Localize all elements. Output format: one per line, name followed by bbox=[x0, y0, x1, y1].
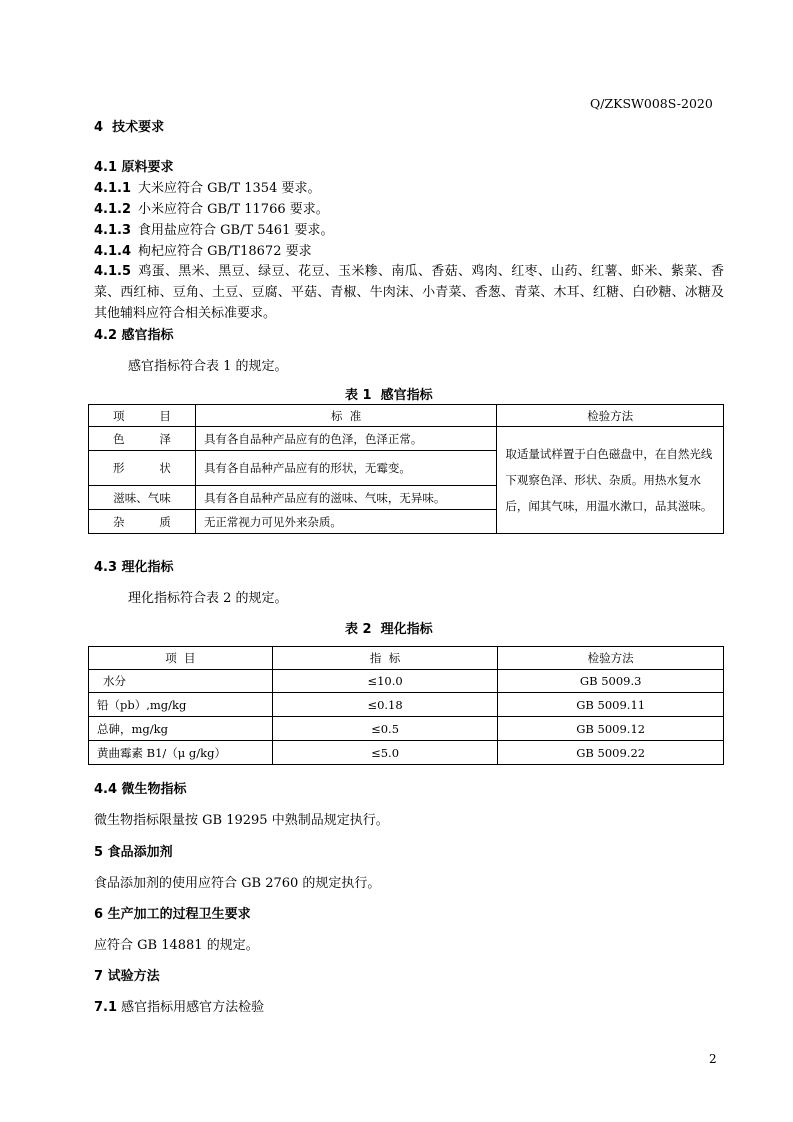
row-item: 黄曲霉素 B1/（μ g/kg） bbox=[89, 741, 273, 765]
section-4-title: 4 技术要求 bbox=[94, 120, 165, 135]
table-row bbox=[89, 741, 724, 765]
clause-number: 4.1.4 bbox=[94, 244, 132, 259]
table-header-row bbox=[89, 647, 724, 670]
table-row bbox=[89, 670, 724, 693]
row-limit: ≤0.5 bbox=[272, 717, 498, 741]
section-6-text: 应符合 GB 14881 的规定。 bbox=[94, 938, 259, 953]
clause-text: 感官指标用感官方法检验 bbox=[121, 1000, 265, 1015]
row-item: 色 泽 bbox=[89, 427, 196, 451]
clause-text: 食用盐应符合 GB/T 5461 要求。 bbox=[138, 223, 334, 238]
row-standard: 具有各自品种产品应有的滋味、气味，无异味。 bbox=[195, 486, 496, 510]
row-item: 水分 bbox=[89, 670, 273, 693]
clause-number: 4.1.5 bbox=[94, 264, 132, 279]
column-header: 标 准 bbox=[195, 405, 496, 427]
row-method: GB 5009.3 bbox=[498, 670, 724, 693]
column-header: 检验方法 bbox=[497, 405, 724, 427]
row-item: 总砷，mg/kg bbox=[89, 717, 273, 741]
row-standard: 无正常视力可见外来杂质。 bbox=[195, 510, 496, 534]
row-method: GB 5009.12 bbox=[498, 717, 724, 741]
physicochemical-table bbox=[88, 646, 724, 765]
table-1-caption: 表 1 感官指标 bbox=[345, 388, 433, 403]
clause-4-1-5 bbox=[94, 261, 724, 324]
row-method: GB 5009.11 bbox=[498, 693, 724, 717]
row-method: GB 5009.22 bbox=[498, 741, 724, 765]
section-4-3-intro: 理化指标符合表 2 的规定。 bbox=[128, 591, 288, 606]
row-limit: ≤5.0 bbox=[272, 741, 498, 765]
table-row bbox=[89, 693, 724, 717]
table-row bbox=[89, 717, 724, 741]
clause-4-1-1 bbox=[94, 177, 320, 196]
clause-text: 枸杞应符合 GB/T18672 要求 bbox=[138, 244, 312, 259]
clause-4-1-2 bbox=[94, 198, 329, 217]
row-item: 铅（pb）,mg/kg bbox=[89, 693, 273, 717]
clause-number: 7.1 bbox=[94, 1000, 118, 1015]
row-standard: 具有各自品种产品应有的色泽，色泽正常。 bbox=[195, 427, 496, 451]
clause-7-1 bbox=[94, 996, 264, 1015]
column-header: 检验方法 bbox=[498, 647, 724, 670]
clause-text: 小米应符合 GB/T 11766 要求。 bbox=[138, 202, 329, 217]
row-item: 形 状 bbox=[89, 451, 196, 486]
page-number: 2 bbox=[709, 1052, 717, 1066]
section-4-2-title: 4.2 感官指标 bbox=[94, 328, 174, 343]
section-6-title: 6 生产加工的过程卫生要求 bbox=[94, 907, 251, 922]
column-header: 项 目 bbox=[89, 405, 196, 427]
column-header: 指 标 bbox=[272, 647, 498, 670]
section-4-4-text: 微生物指标限量按 GB 19295 中熟制品规定执行。 bbox=[94, 813, 389, 828]
clause-4-1-4 bbox=[94, 240, 312, 259]
section-4-2-intro: 感官指标符合表 1 的规定。 bbox=[128, 359, 288, 374]
clause-text: 鸡蛋、黑米、黑豆、绿豆、花豆、玉米糁、南瓜、香菇、鸡肉、红枣、山药、红薯、虾米、紫菜、香菜、西红柿、豆角、土豆、豆腐、平菇、青椒、牛肉沫、小青菜、香葱、青菜、木耳、红糖、白砂糖、冰糖及其他辅料应符合相关标准要求。 bbox=[94, 264, 724, 321]
section-5-title: 5 食品添加剂 bbox=[94, 845, 173, 860]
section-4-4-title: 4.4 微生物指标 bbox=[94, 782, 187, 797]
row-item: 杂 质 bbox=[89, 510, 196, 534]
row-limit: ≤0.18 bbox=[272, 693, 498, 717]
clause-4-1-3 bbox=[94, 219, 333, 238]
row-item: 滋味、气味 bbox=[89, 486, 196, 510]
section-5-text: 食品添加剂的使用应符合 GB 2760 的规定执行。 bbox=[94, 876, 381, 891]
table-row bbox=[89, 427, 724, 451]
row-limit: ≤10.0 bbox=[272, 670, 498, 693]
row-standard: 具有各自品种产品应有的形状，无霉变。 bbox=[195, 451, 496, 486]
clause-number: 4.1.3 bbox=[94, 223, 132, 238]
clause-number: 4.1.1 bbox=[94, 181, 132, 196]
clause-text: 大米应符合 GB/T 1354 要求。 bbox=[138, 181, 321, 196]
document-code: Q/ZKSW008S-2020 bbox=[590, 96, 713, 111]
section-4-3-title: 4.3 理化指标 bbox=[94, 560, 174, 575]
table-2-caption: 表 2 理化指标 bbox=[345, 622, 433, 637]
inspection-method: 取适量试样置于白色磁盘中，在自然光线下观察色泽、形状、杂质。用热水复水后，闻其气味，用温水漱口，品其滋味。 bbox=[497, 427, 724, 534]
section-7-title: 7 试验方法 bbox=[94, 969, 160, 984]
sensory-table bbox=[88, 404, 724, 534]
section-4-1-title: 4.1 原料要求 bbox=[94, 160, 174, 175]
column-header: 项 目 bbox=[89, 647, 273, 670]
table-header-row bbox=[89, 405, 724, 427]
clause-number: 4.1.2 bbox=[94, 202, 132, 217]
